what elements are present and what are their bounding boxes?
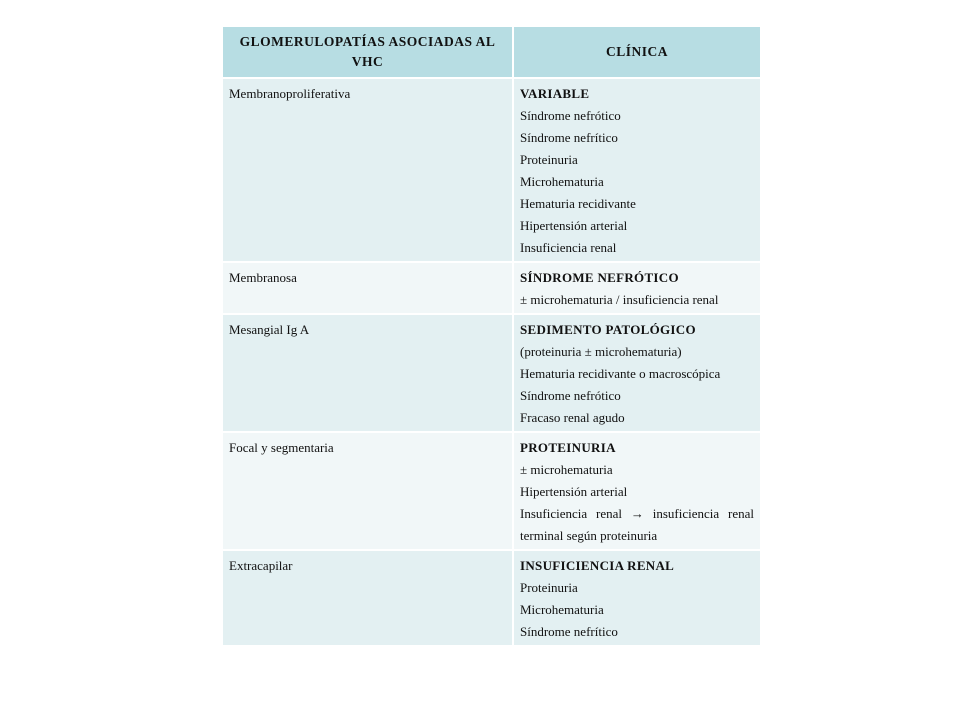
clinica-line: Microhematuria xyxy=(520,174,604,189)
clinica-line: Síndrome nefrítico xyxy=(520,624,618,639)
clinica-line: Síndrome nefrítico xyxy=(520,130,618,145)
table-row xyxy=(223,549,760,645)
clinica-line: Síndrome nefrótico xyxy=(520,388,621,403)
row-clinica xyxy=(514,261,760,313)
table-row xyxy=(223,431,760,549)
clinica-line: Hipertensión arterial xyxy=(520,484,628,499)
clinica-line: (proteinuria ± microhematuria) xyxy=(520,344,682,359)
table-row xyxy=(223,313,760,431)
row-name: Extracapilar xyxy=(223,549,514,645)
table-header-row xyxy=(223,27,760,77)
clinica-line: Proteinuria xyxy=(520,152,578,167)
clinica-heading: SÍNDROME NEFRÓTICO xyxy=(520,270,679,285)
clinica-line: Microhematuria xyxy=(520,602,604,617)
glomerulopathy-table xyxy=(223,27,760,645)
clinica-heading: PROTEINURIA xyxy=(520,440,616,455)
clinica-line: Insuficiencia renal → insuficiencia renal terminal según proteinuria xyxy=(520,506,754,543)
row-clinica xyxy=(514,549,760,645)
header-clinica: CLÍNICA xyxy=(514,27,760,77)
row-clinica xyxy=(514,313,760,431)
row-name: Membranoproliferativa xyxy=(223,77,514,261)
row-clinica xyxy=(514,431,760,549)
row-name: Focal y segmentaria xyxy=(223,431,514,549)
clinica-line: Síndrome nefrótico xyxy=(520,108,621,123)
clinica-line: Insuficiencia renal xyxy=(520,240,617,255)
clinica-heading: INSUFICIENCIA RENAL xyxy=(520,558,675,573)
clinica-line: ± microhematuria xyxy=(520,462,613,477)
table-row xyxy=(223,77,760,261)
row-clinica xyxy=(514,77,760,261)
clinica-line: Fracaso renal agudo xyxy=(520,410,625,425)
header-glomerulopathies: GLOMERULOPATÍAS ASOCIADAS AL VHC xyxy=(223,27,514,77)
table-row xyxy=(223,261,760,313)
row-name: Membranosa xyxy=(223,261,514,313)
clinica-line: Hipertensión arterial xyxy=(520,218,628,233)
clinica-line: Hematuria recidivante o macroscópica xyxy=(520,366,721,381)
clinica-line: Hematuria recidivante xyxy=(520,196,636,211)
clinica-line: ± microhematuria / insuficiencia renal xyxy=(520,292,719,307)
row-name: Mesangial Ig A xyxy=(223,313,514,431)
clinica-heading: SEDIMENTO PATOLÓGICO xyxy=(520,322,696,337)
clinica-line: Proteinuria xyxy=(520,580,578,595)
clinica-heading: VARIABLE xyxy=(520,86,590,101)
slide xyxy=(223,27,760,645)
